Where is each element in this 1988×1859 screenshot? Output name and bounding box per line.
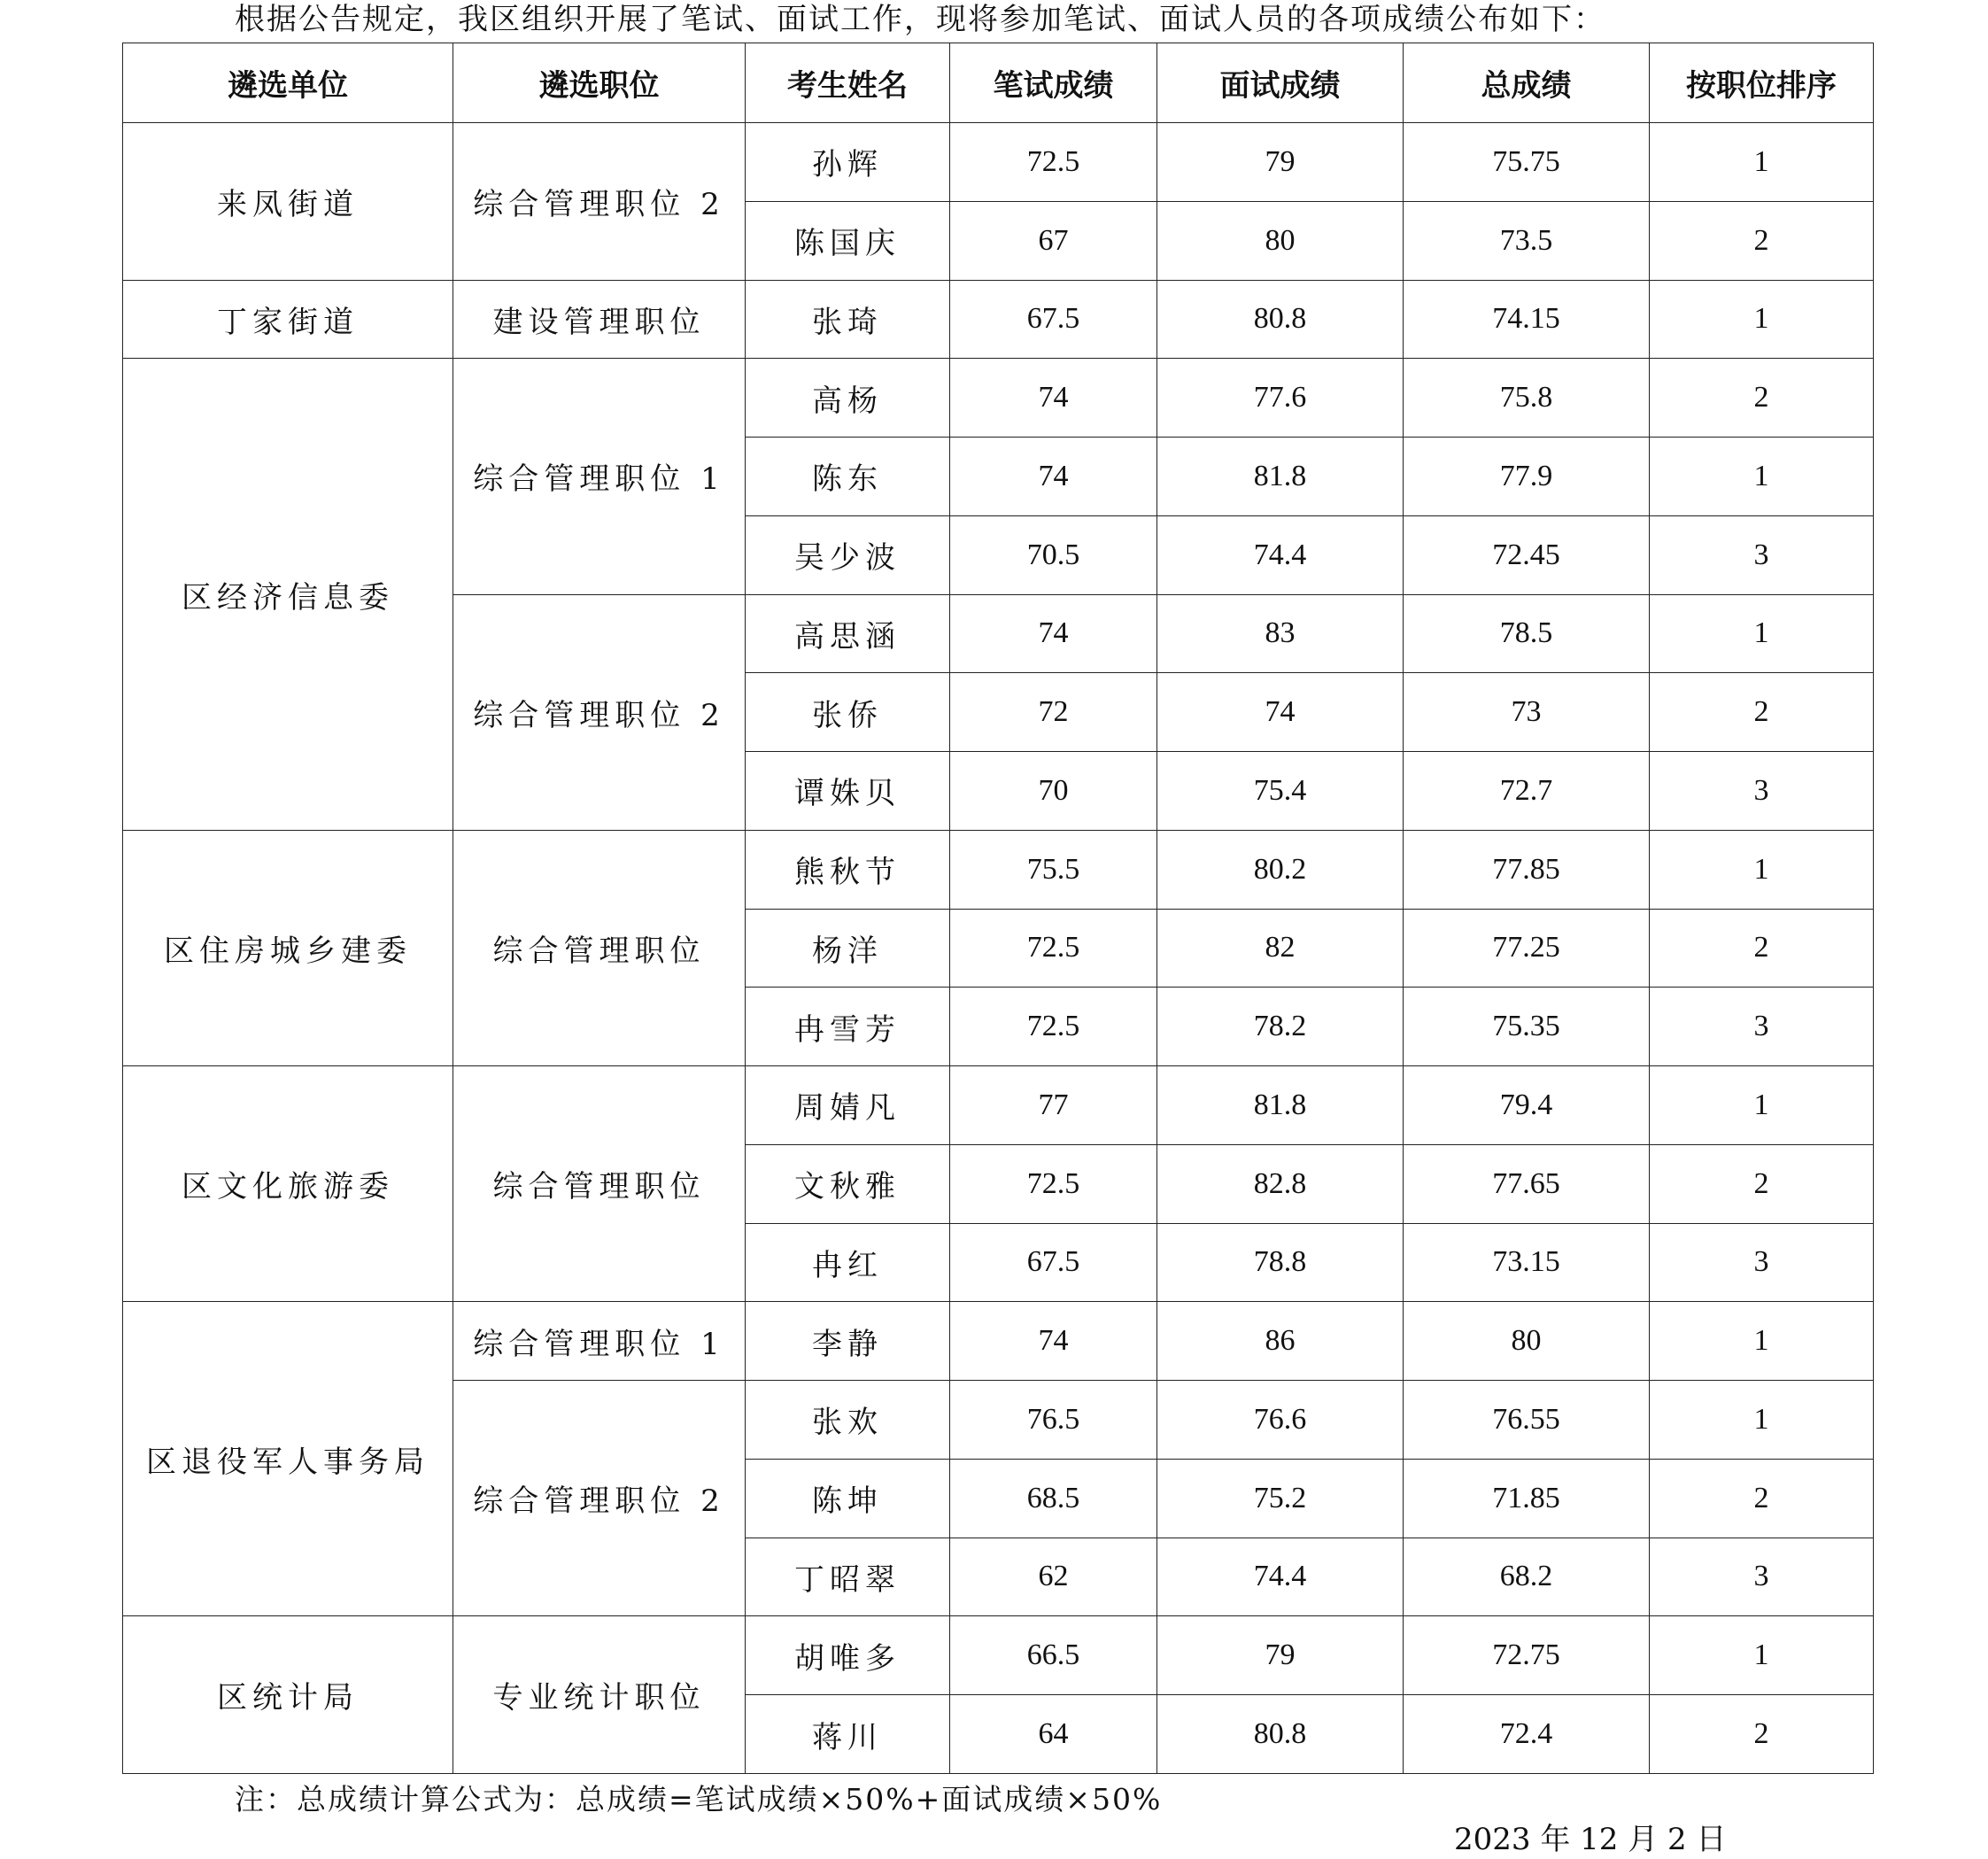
rank: 1 <box>1650 1066 1874 1145</box>
table-row <box>123 123 1874 202</box>
interview-score: 80 <box>1157 201 1404 280</box>
table-row <box>123 280 1874 359</box>
candidate-name: 张侨 <box>746 673 950 752</box>
candidate-name: 熊秋节 <box>746 830 950 909</box>
total-score: 73.15 <box>1404 1223 1650 1302</box>
written-score: 67 <box>950 201 1157 280</box>
header-total-score: 总成绩 <box>1404 43 1650 123</box>
interview-score: 81.8 <box>1157 438 1404 516</box>
candidate-name: 张欢 <box>746 1381 950 1460</box>
rank: 3 <box>1650 1538 1874 1616</box>
written-score: 74 <box>950 359 1157 438</box>
candidate-name: 高思涵 <box>746 594 950 673</box>
interview-score: 86 <box>1157 1302 1404 1381</box>
header-candidate-name: 考生姓名 <box>746 43 950 123</box>
header-interview-score: 面试成绩 <box>1157 43 1404 123</box>
written-score: 67.5 <box>950 280 1157 359</box>
position-cell: 综合管理职位 2 <box>453 123 746 281</box>
candidate-name: 张琦 <box>746 280 950 359</box>
position-cell: 综合管理职位 <box>453 830 746 1065</box>
interview-score: 77.6 <box>1157 359 1404 438</box>
written-score: 70.5 <box>950 515 1157 594</box>
header-row <box>123 43 1874 123</box>
position-cell: 综合管理职位 <box>453 1066 746 1302</box>
written-score: 74 <box>950 438 1157 516</box>
rank: 3 <box>1650 1223 1874 1302</box>
candidate-name: 吴少波 <box>746 515 950 594</box>
candidate-name: 陈坤 <box>746 1459 950 1538</box>
total-score: 68.2 <box>1404 1538 1650 1616</box>
unit-cell: 来凤街道 <box>123 123 453 281</box>
candidate-name: 陈国庆 <box>746 201 950 280</box>
written-score: 72 <box>950 673 1157 752</box>
candidate-name: 孙辉 <box>746 123 950 202</box>
total-score: 78.5 <box>1404 594 1650 673</box>
unit-cell: 区文化旅游委 <box>123 1066 453 1302</box>
written-score: 72.5 <box>950 909 1157 988</box>
written-score: 72.5 <box>950 1144 1157 1223</box>
rank: 2 <box>1650 1459 1874 1538</box>
unit-cell: 丁家街道 <box>123 280 453 359</box>
total-score: 73 <box>1404 673 1650 752</box>
candidate-name: 胡唯多 <box>746 1616 950 1695</box>
header-position: 遴选职位 <box>453 43 746 123</box>
candidate-name: 冉红 <box>746 1223 950 1302</box>
interview-score: 83 <box>1157 594 1404 673</box>
total-score: 72.45 <box>1404 515 1650 594</box>
rank: 2 <box>1650 1144 1874 1223</box>
position-cell: 综合管理职位 2 <box>453 594 746 830</box>
rank: 3 <box>1650 988 1874 1066</box>
interview-score: 81.8 <box>1157 1066 1404 1145</box>
header-written-score: 笔试成绩 <box>950 43 1157 123</box>
publish-date: 2023 年 12 月 2 日 <box>1454 1822 1727 1857</box>
candidate-name: 高杨 <box>746 359 950 438</box>
written-score: 72.5 <box>950 988 1157 1066</box>
position-cell: 建设管理职位 <box>453 280 746 359</box>
total-score: 75.75 <box>1404 123 1650 202</box>
candidate-name: 周婧凡 <box>746 1066 950 1145</box>
rank: 3 <box>1650 515 1874 594</box>
table-row <box>123 359 1874 438</box>
table-row <box>123 1302 1874 1381</box>
position-cell: 专业统计职位 <box>453 1616 746 1774</box>
written-score: 74 <box>950 594 1157 673</box>
interview-score: 75.4 <box>1157 752 1404 831</box>
total-score: 77.25 <box>1404 909 1650 988</box>
total-score: 77.85 <box>1404 830 1650 909</box>
score-body <box>123 123 1874 1774</box>
interview-score: 74.4 <box>1157 515 1404 594</box>
written-score: 72.5 <box>950 123 1157 202</box>
candidate-name: 陈东 <box>746 438 950 516</box>
rank: 2 <box>1650 1695 1874 1774</box>
interview-score: 80.8 <box>1157 280 1404 359</box>
rank: 2 <box>1650 909 1874 988</box>
table-row <box>123 830 1874 909</box>
total-score: 71.85 <box>1404 1459 1650 1538</box>
total-score: 72.7 <box>1404 752 1650 831</box>
interview-score: 79 <box>1157 123 1404 202</box>
unit-cell: 区住房城乡建委 <box>123 830 453 1065</box>
rank: 1 <box>1650 280 1874 359</box>
interview-score: 75.2 <box>1157 1459 1404 1538</box>
total-score: 72.75 <box>1404 1616 1650 1695</box>
interview-score: 82.8 <box>1157 1144 1404 1223</box>
rank: 2 <box>1650 359 1874 438</box>
total-score: 77.65 <box>1404 1144 1650 1223</box>
candidate-name: 丁昭翠 <box>746 1538 950 1616</box>
total-score: 77.9 <box>1404 438 1650 516</box>
written-score: 64 <box>950 1695 1157 1774</box>
formula-note: 注：总成绩计算公式为：总成绩=笔试成绩×50%+面试成绩×50% <box>235 1782 1163 1816</box>
total-score: 75.8 <box>1404 359 1650 438</box>
interview-score: 74.4 <box>1157 1538 1404 1616</box>
rank: 1 <box>1650 438 1874 516</box>
unit-cell: 区统计局 <box>123 1616 453 1774</box>
scores-table <box>122 43 1874 1774</box>
total-score: 76.55 <box>1404 1381 1650 1460</box>
written-score: 67.5 <box>950 1223 1157 1302</box>
interview-score: 78.2 <box>1157 988 1404 1066</box>
rank: 1 <box>1650 1616 1874 1695</box>
candidate-name: 文秋雅 <box>746 1144 950 1223</box>
interview-score: 78.8 <box>1157 1223 1404 1302</box>
total-score: 73.5 <box>1404 201 1650 280</box>
table-row <box>123 1066 1874 1145</box>
interview-score: 80.8 <box>1157 1695 1404 1774</box>
header-unit: 遴选单位 <box>123 43 453 123</box>
total-score: 79.4 <box>1404 1066 1650 1145</box>
rank: 1 <box>1650 594 1874 673</box>
rank: 1 <box>1650 123 1874 202</box>
written-score: 76.5 <box>950 1381 1157 1460</box>
written-score: 75.5 <box>950 830 1157 909</box>
written-score: 77 <box>950 1066 1157 1145</box>
candidate-name: 李静 <box>746 1302 950 1381</box>
rank: 1 <box>1650 1302 1874 1381</box>
rank: 2 <box>1650 201 1874 280</box>
written-score: 74 <box>950 1302 1157 1381</box>
interview-score: 79 <box>1157 1616 1404 1695</box>
written-score: 66.5 <box>950 1616 1157 1695</box>
interview-score: 82 <box>1157 909 1404 988</box>
intro-text: 根据公告规定，我区组织开展了笔试、面试工作，现将参加笔试、面试人员的各项成绩公布如下： <box>235 2 1605 37</box>
candidate-name: 杨洋 <box>746 909 950 988</box>
total-score: 72.4 <box>1404 1695 1650 1774</box>
written-score: 62 <box>950 1538 1157 1616</box>
rank: 1 <box>1650 1381 1874 1460</box>
header-rank: 按职位排序 <box>1650 43 1874 123</box>
candidate-name: 蒋川 <box>746 1695 950 1774</box>
rank: 1 <box>1650 830 1874 909</box>
written-score: 68.5 <box>950 1459 1157 1538</box>
rank: 2 <box>1650 673 1874 752</box>
interview-score: 76.6 <box>1157 1381 1404 1460</box>
total-score: 80 <box>1404 1302 1650 1381</box>
rank: 3 <box>1650 752 1874 831</box>
table-row <box>123 1616 1874 1695</box>
position-cell: 综合管理职位 2 <box>453 1381 746 1616</box>
interview-score: 74 <box>1157 673 1404 752</box>
total-score: 75.35 <box>1404 988 1650 1066</box>
candidate-name: 谭姝贝 <box>746 752 950 831</box>
written-score: 70 <box>950 752 1157 831</box>
total-score: 74.15 <box>1404 280 1650 359</box>
position-cell: 综合管理职位 1 <box>453 1302 746 1381</box>
unit-cell: 区经济信息委 <box>123 359 453 831</box>
candidate-name: 冉雪芳 <box>746 988 950 1066</box>
position-cell: 综合管理职位 1 <box>453 359 746 594</box>
unit-cell: 区退役军人事务局 <box>123 1302 453 1616</box>
interview-score: 80.2 <box>1157 830 1404 909</box>
